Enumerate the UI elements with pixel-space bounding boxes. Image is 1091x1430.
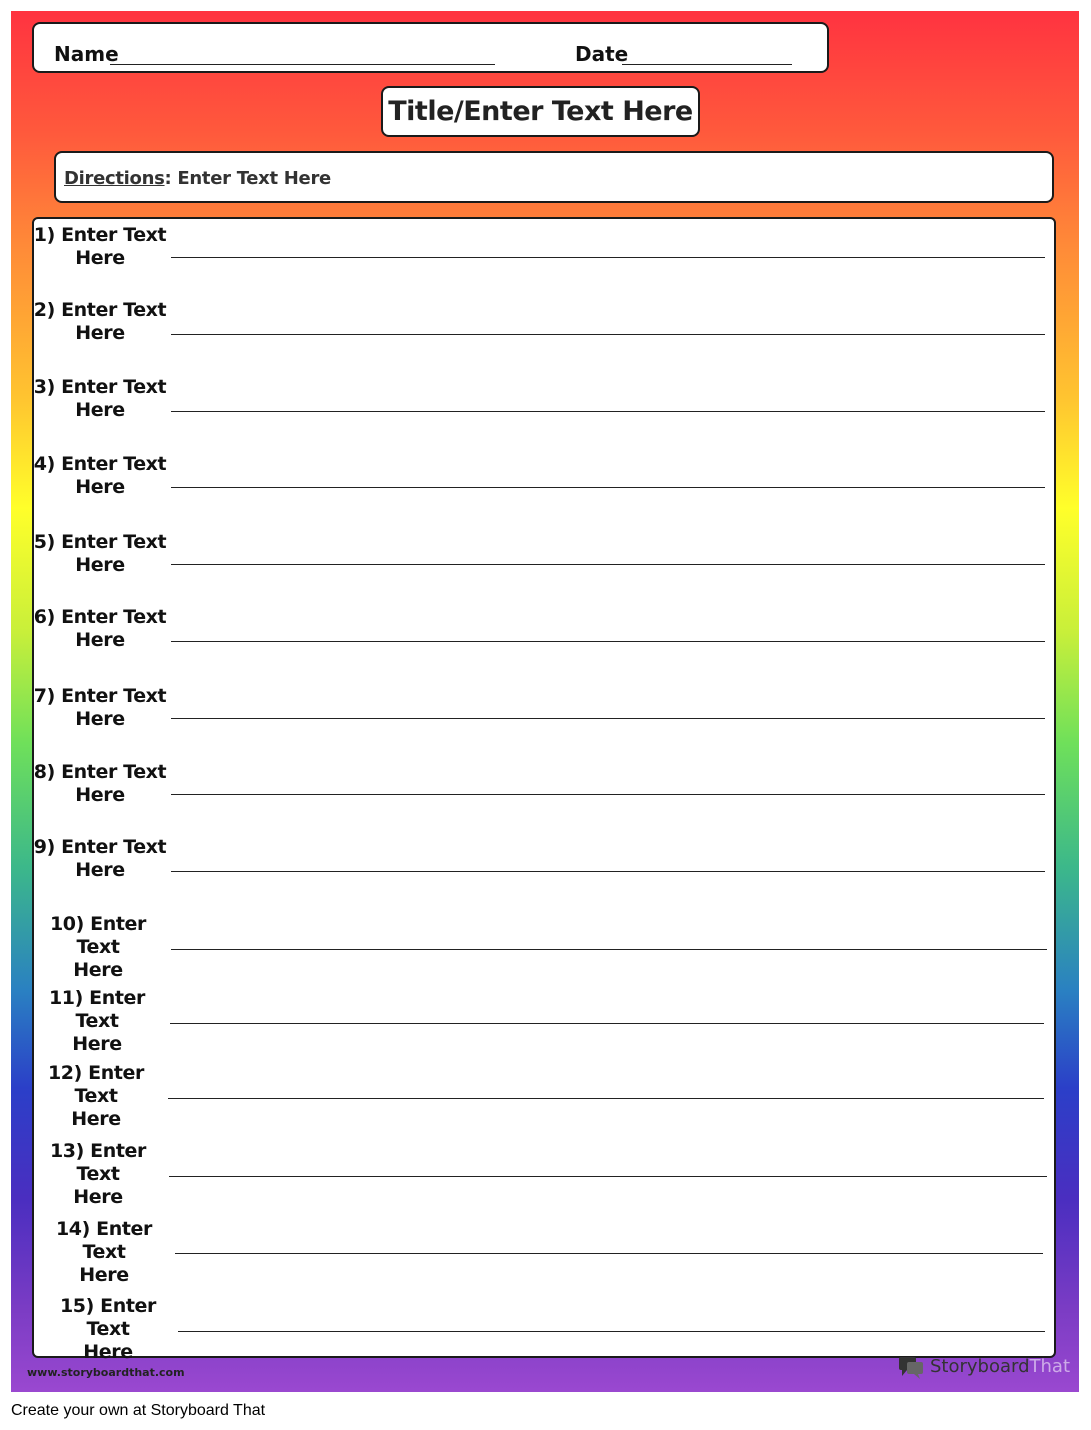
- question-label: [28, 1140, 168, 1209]
- question-label: [38, 1295, 178, 1364]
- question-text-line1: Enter Text: [61, 836, 167, 858]
- question-number: 15): [59, 1295, 94, 1317]
- logo-text: [930, 1356, 1070, 1377]
- question-number: 10): [49, 913, 84, 935]
- question-label: [30, 606, 170, 652]
- question-text-line1: Enter Text: [76, 913, 146, 958]
- question-number: 8): [33, 761, 55, 783]
- answer-line[interactable]: [171, 487, 1045, 488]
- question-text-line2: Here: [79, 1264, 129, 1286]
- question-label-line1: [30, 606, 170, 629]
- question-label: [34, 1218, 174, 1287]
- question-label-line1: [38, 1295, 178, 1341]
- question-number: 13): [49, 1140, 84, 1162]
- question-label-line1: [30, 453, 170, 476]
- question-text-line2: Here: [75, 859, 125, 881]
- answer-line[interactable]: [171, 794, 1045, 795]
- caption: Create your own at Storyboard That: [11, 1402, 266, 1419]
- question-label-line1: [30, 224, 170, 247]
- question-number: 7): [33, 685, 55, 707]
- question-text-line1: Enter Text: [61, 376, 167, 398]
- question-text-line2: Here: [75, 322, 125, 344]
- answer-line[interactable]: [171, 257, 1045, 258]
- title-box[interactable]: [381, 86, 700, 137]
- answer-line[interactable]: [171, 949, 1047, 950]
- question-label-line1: [28, 913, 168, 959]
- question-number: 4): [33, 453, 55, 475]
- question-label-line1: [30, 299, 170, 322]
- question-number: 11): [48, 987, 83, 1009]
- name-label: Name: [54, 42, 119, 66]
- logo-word-that: That: [1029, 1356, 1071, 1377]
- question-text-line1: Enter Text: [61, 531, 167, 553]
- question-number: 3): [33, 376, 55, 398]
- question-label-line1: [34, 1218, 174, 1264]
- question-text-line2: Here: [75, 554, 125, 576]
- directions-box[interactable]: [54, 151, 1054, 203]
- directions-separator: :: [164, 168, 172, 189]
- question-text-line2: Here: [73, 959, 123, 981]
- question-number: 1): [33, 224, 55, 246]
- question-label: [30, 224, 170, 270]
- question-text-line1: Enter Text: [61, 685, 167, 707]
- question-label: [30, 761, 170, 807]
- question-label: [30, 299, 170, 345]
- question-number: 14): [55, 1218, 90, 1240]
- answer-line[interactable]: [178, 1331, 1045, 1332]
- question-text-line1: Enter Text: [82, 1218, 152, 1263]
- question-text-line2: Here: [75, 708, 125, 730]
- question-label: [26, 1062, 166, 1131]
- question-label: [30, 376, 170, 422]
- question-text-line1: Enter Text: [61, 299, 167, 321]
- question-label-line1: [28, 1140, 168, 1186]
- question-number: 2): [33, 299, 55, 321]
- answer-line[interactable]: [170, 1023, 1044, 1024]
- question-text-line1: Enter Text: [75, 987, 145, 1032]
- question-number: 9): [33, 836, 55, 858]
- question-text-line2: Here: [83, 1341, 133, 1363]
- directions-label: Directions: [64, 168, 165, 189]
- question-text-line1: Enter Text: [61, 606, 167, 628]
- question-number: 5): [33, 531, 55, 553]
- date-label: Date: [575, 42, 629, 66]
- question-text-line1: Enter Text: [61, 224, 167, 246]
- worksheet-title: Title/Enter Text Here: [388, 96, 693, 127]
- question-label-line1: [30, 761, 170, 784]
- question-text-line2: Here: [75, 476, 125, 498]
- answer-line[interactable]: [168, 1098, 1044, 1099]
- question-label-line1: [30, 685, 170, 708]
- question-label-line1: [27, 987, 167, 1033]
- question-label-line1: [30, 836, 170, 859]
- question-text-line1: Enter Text: [86, 1295, 156, 1340]
- directions-text: [64, 168, 331, 189]
- question-number: 6): [33, 606, 55, 628]
- question-text-line2: Here: [75, 399, 125, 421]
- questions-box: [32, 217, 1056, 1363]
- question-text-line1: Enter Text: [61, 761, 167, 783]
- question-label: [30, 836, 170, 882]
- question-label: [28, 913, 168, 982]
- question-text-line2: Here: [71, 1108, 121, 1130]
- question-text-line2: Here: [72, 1033, 122, 1055]
- question-text-line2: Here: [75, 629, 125, 651]
- worksheet-page: [11, 11, 1079, 1392]
- question-label: [30, 685, 170, 731]
- name-field[interactable]: [110, 64, 495, 65]
- name-date-box: [32, 22, 829, 73]
- question-label: [30, 531, 170, 577]
- question-label-line1: [30, 531, 170, 554]
- question-number: 12): [47, 1062, 82, 1084]
- logo-word-storyboard: Storyboard: [930, 1356, 1030, 1377]
- answer-line[interactable]: [171, 871, 1045, 872]
- answer-line[interactable]: [171, 718, 1045, 719]
- question-text-line1: Enter Text: [61, 453, 167, 475]
- question-text-line2: Here: [75, 247, 125, 269]
- storyboardthat-logo: [898, 1355, 1071, 1381]
- question-label-line1: [30, 376, 170, 399]
- question-label-line1: [26, 1062, 166, 1108]
- speech-bubble-icon: [898, 1356, 924, 1380]
- answer-line[interactable]: [171, 411, 1045, 412]
- answer-line[interactable]: [171, 334, 1045, 335]
- answer-line[interactable]: [175, 1253, 1043, 1254]
- website-url: www.storyboardthat.com: [27, 1366, 185, 1379]
- question-text-line2: Here: [75, 784, 125, 806]
- directions-value: Enter Text Here: [177, 168, 331, 189]
- date-field[interactable]: [622, 64, 792, 65]
- question-label: [30, 453, 170, 499]
- answer-line[interactable]: [169, 1176, 1047, 1177]
- question-label: [27, 987, 167, 1056]
- question-text-line1: Enter Text: [74, 1062, 144, 1107]
- question-text-line2: Here: [73, 1186, 123, 1208]
- question-text-line1: Enter Text: [76, 1140, 146, 1185]
- answer-line[interactable]: [171, 564, 1045, 565]
- answer-line[interactable]: [171, 641, 1045, 642]
